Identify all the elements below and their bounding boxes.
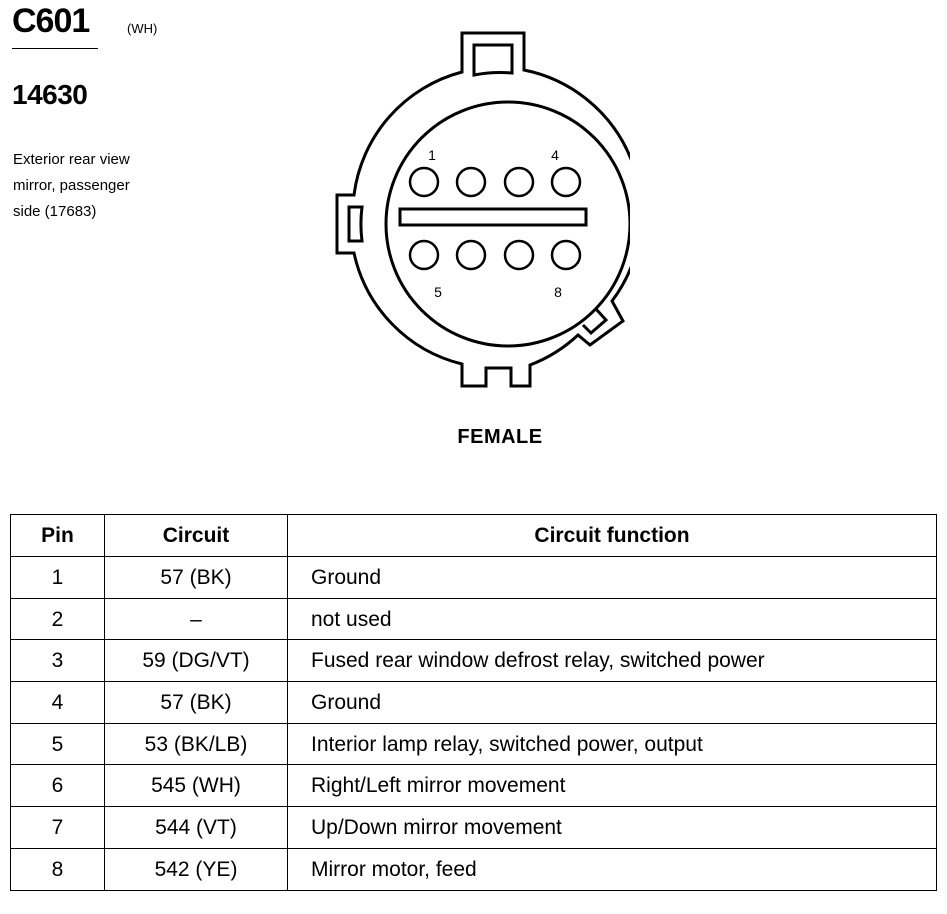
cell-function: Interior lamp relay, switched power, output — [288, 723, 937, 765]
cell-function: Ground — [288, 682, 937, 724]
cell-function: Up/Down mirror movement — [288, 807, 937, 849]
header-pin: Pin — [11, 515, 105, 557]
cell-circuit: – — [105, 598, 288, 640]
header-circuit-function: Circuit function — [288, 515, 937, 557]
pin-cavity-3 — [505, 168, 533, 196]
table-row — [11, 723, 937, 765]
cell-pin: 7 — [11, 807, 105, 849]
cell-function: Right/Left mirror movement — [288, 765, 937, 807]
description-line: Exterior rear view — [13, 151, 130, 168]
table-row — [11, 765, 937, 807]
cell-circuit: 57 (BK) — [105, 557, 288, 599]
header-circuit: Circuit — [105, 515, 288, 557]
pin-cavity-1 — [410, 168, 438, 196]
cell-pin: 5 — [11, 723, 105, 765]
cell-pin: 1 — [11, 557, 105, 599]
cell-pin: 8 — [11, 848, 105, 890]
cell-pin: 2 — [11, 598, 105, 640]
cell-pin: 3 — [11, 640, 105, 682]
connector-id-underline — [12, 48, 98, 49]
pin-label-5: 5 — [434, 284, 442, 300]
pin-cavity-4 — [552, 168, 580, 196]
pin-cavity-2 — [457, 168, 485, 196]
table-row — [11, 848, 937, 890]
connector-face-diagram — [330, 28, 630, 390]
cell-circuit: 542 (YE) — [105, 848, 288, 890]
description-line: side (17683) — [13, 203, 97, 220]
connector-description — [13, 147, 183, 225]
pin-label-8: 8 — [554, 284, 562, 300]
table-row — [11, 682, 937, 724]
gender-label: FEMALE — [457, 426, 543, 448]
cell-circuit: 59 (DG/VT) — [105, 640, 288, 682]
cell-function: not used — [288, 598, 937, 640]
cell-circuit: 53 (BK/LB) — [105, 723, 288, 765]
polarizing-key-bar — [400, 209, 586, 225]
table-row — [11, 807, 937, 849]
cell-circuit: 57 (BK) — [105, 682, 288, 724]
pin-cavities — [410, 168, 580, 269]
latch-inner — [583, 309, 606, 333]
cell-pin: 6 — [11, 765, 105, 807]
left-tab-inner — [349, 207, 362, 241]
top-tab-inner — [474, 45, 512, 75]
cell-circuit: 544 (VT) — [105, 807, 288, 849]
part-number: 14630 — [12, 79, 88, 110]
cell-circuit: 545 (WH) — [105, 765, 288, 807]
connector-id: C601 — [12, 2, 90, 40]
table-row — [11, 598, 937, 640]
connector-color-code: (WH) — [127, 21, 158, 36]
cell-function: Fused rear window defrost relay, switched power — [288, 640, 937, 682]
table-row — [11, 640, 937, 682]
table-header-row — [11, 515, 937, 557]
pin-cavity-7 — [505, 241, 533, 269]
cell-function: Ground — [288, 557, 937, 599]
pin-cavity-8 — [552, 241, 580, 269]
cell-pin: 4 — [11, 682, 105, 724]
pin-label-1: 1 — [428, 147, 436, 163]
pin-cavity-6 — [457, 241, 485, 269]
pin-label-4: 4 — [551, 147, 559, 163]
table-row — [11, 557, 937, 599]
pin-circuit-table — [10, 514, 937, 891]
description-line: mirror, passenger — [13, 177, 130, 194]
pin-cavity-5 — [410, 241, 438, 269]
cell-function: Mirror motor, feed — [288, 848, 937, 890]
